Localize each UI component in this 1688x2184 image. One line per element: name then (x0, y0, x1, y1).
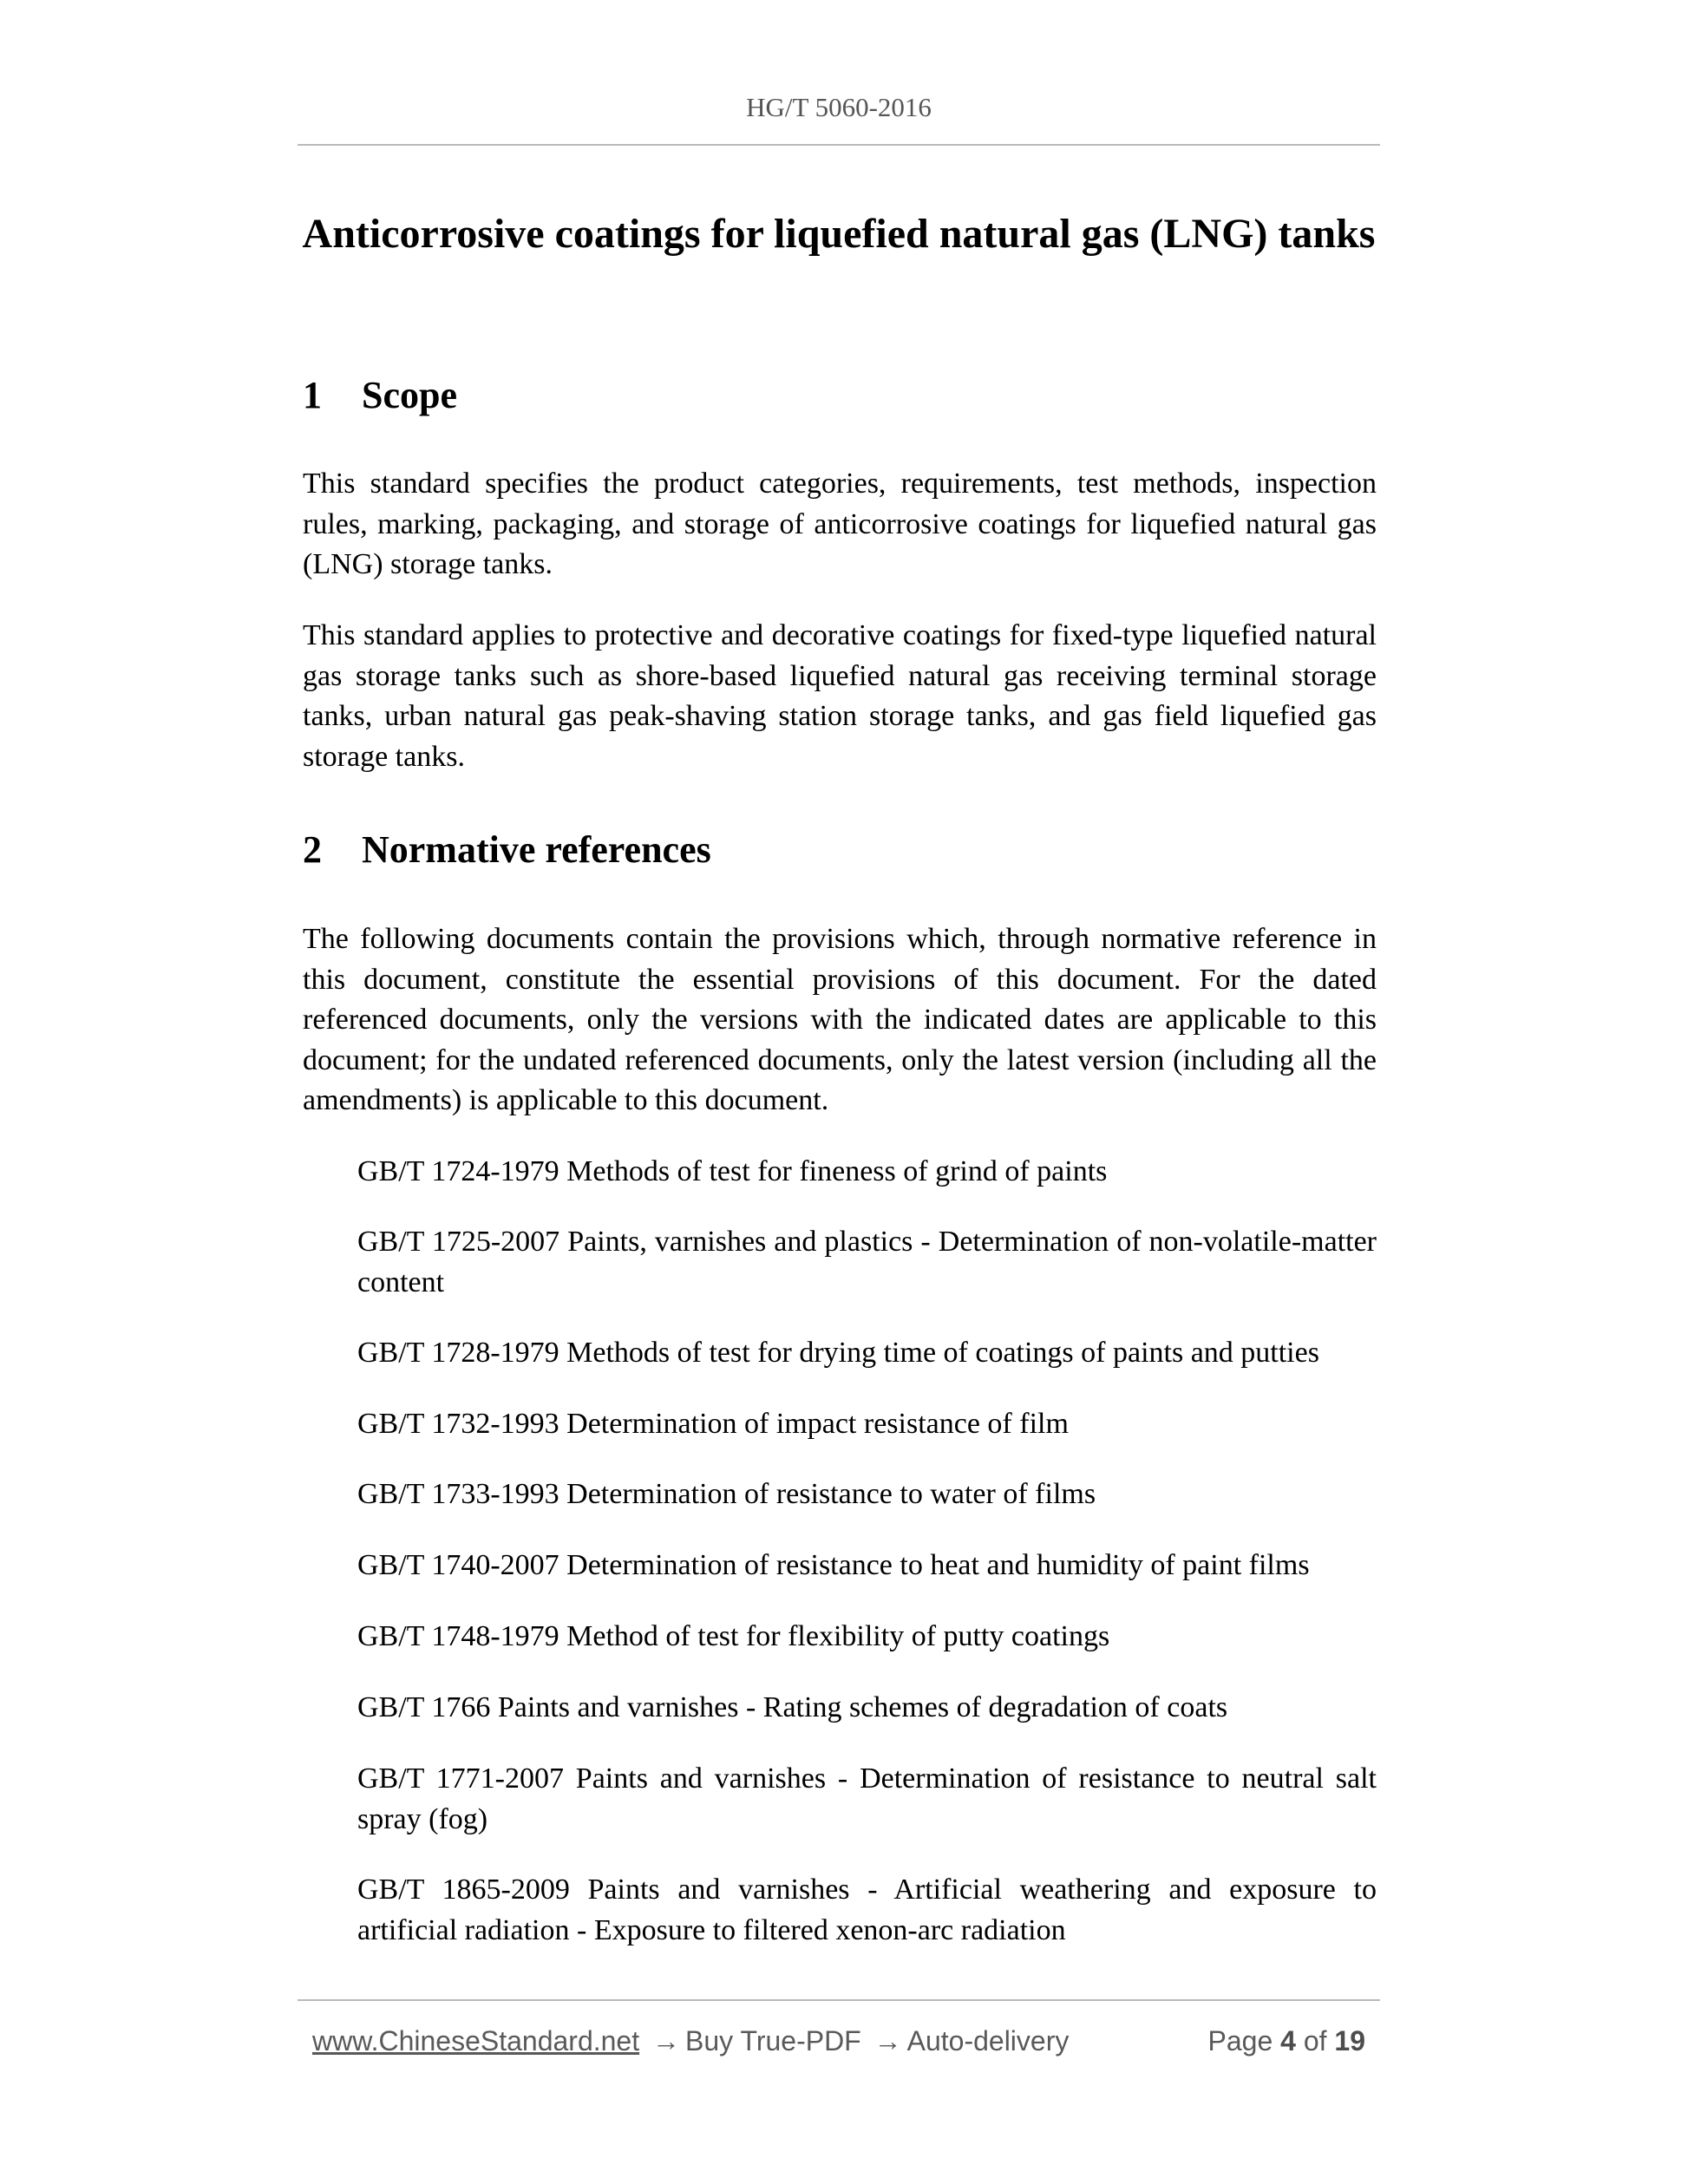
page-footer (312, 2025, 1380, 2067)
section-number: 1 (303, 374, 322, 416)
section-title: Scope (362, 374, 457, 416)
reference-item: GB/T 1724-1979 Methods of test for fineness of grind of paints (357, 1155, 1108, 1187)
reference-item: GB/T 1748-1979 Method of test for flexibility of putty coatings (357, 1620, 1110, 1652)
section-number: 2 (303, 828, 322, 871)
page-current: 4 (1280, 2025, 1296, 2056)
document-header-code: HG/T 5060-2016 (746, 92, 932, 122)
page-total: 19 (1334, 2025, 1365, 2056)
arrow-right-icon: → (652, 2025, 680, 2056)
footer-links (312, 2025, 1069, 2057)
reference-item: GB/T 1725-2007 Paints, varnishes and plastics - Determination of non-volatile-matter content (357, 1226, 1377, 1298)
section-title: Normative references (362, 828, 711, 871)
normative-references-intro: The following documents contain the provisions which, through normative reference in this document, constitute the essential provisions of this document. For the dated referenced documents, only the versions with the indicated dates are applicable to this document; for the undated referenced documents, only the latest version (including all the amendments) is applicable to this document. (303, 923, 1377, 1116)
section-heading-normative-references (303, 826, 711, 874)
header-divider (298, 144, 1380, 146)
scope-paragraph: This standard applies to protective and decorative coatings for fixed-type liquefied natural gas storage tanks such as shore-based liquefied natural gas receiving terminal storage tanks, urban natural gas peak-shaving station storage tanks, and gas field liquefied gas storage tanks. (303, 619, 1377, 773)
buy-true-pdf-text: Buy True-PDF (685, 2025, 861, 2056)
footer-divider (298, 1999, 1380, 2001)
page-of-label: of (1303, 2025, 1327, 2056)
scope-paragraph: This standard specifies the product categories, requirements, test methods, inspection rules, marking, packaging, and storage of anticorrosive coatings for liquefied natural gas (LNG) storage tanks. (303, 468, 1377, 580)
arrow-right-icon: → (873, 2025, 902, 2056)
reference-item: GB/T 1766 Paints and varnishes - Rating schemes of degradation of coats (357, 1691, 1228, 1723)
site-link[interactable]: www.ChineseStandard.net (312, 2025, 640, 2056)
section-heading-scope (303, 371, 457, 420)
auto-delivery-text: Auto-delivery (906, 2025, 1070, 2056)
reference-item: GB/T 1771-2007 Paints and varnishes - Determination of resistance to neutral salt spray (fog) (357, 1762, 1377, 1835)
reference-item: GB/T 1865-2009 Paints and varnishes - Artificial weathering and exposure to artificial radiation - Exposure to filtered xenon-arc radiation (357, 1873, 1377, 1946)
reference-item: GB/T 1732-1993 Determination of impact resistance of film (357, 1408, 1069, 1440)
reference-item: GB/T 1740-2007 Determination of resistance to heat and humidity of paint films (357, 1549, 1310, 1581)
page-label: Page (1207, 2025, 1273, 2056)
reference-item: GB/T 1733-1993 Determination of resistance to water of films (357, 1478, 1096, 1510)
reference-item: GB/T 1728-1979 Methods of test for drying time of coatings of paints and putties (357, 1337, 1319, 1369)
page-indicator (1208, 2025, 1365, 2057)
document-title: Anticorrosive coatings for liquefied natural gas (LNG) tanks (302, 211, 1376, 257)
